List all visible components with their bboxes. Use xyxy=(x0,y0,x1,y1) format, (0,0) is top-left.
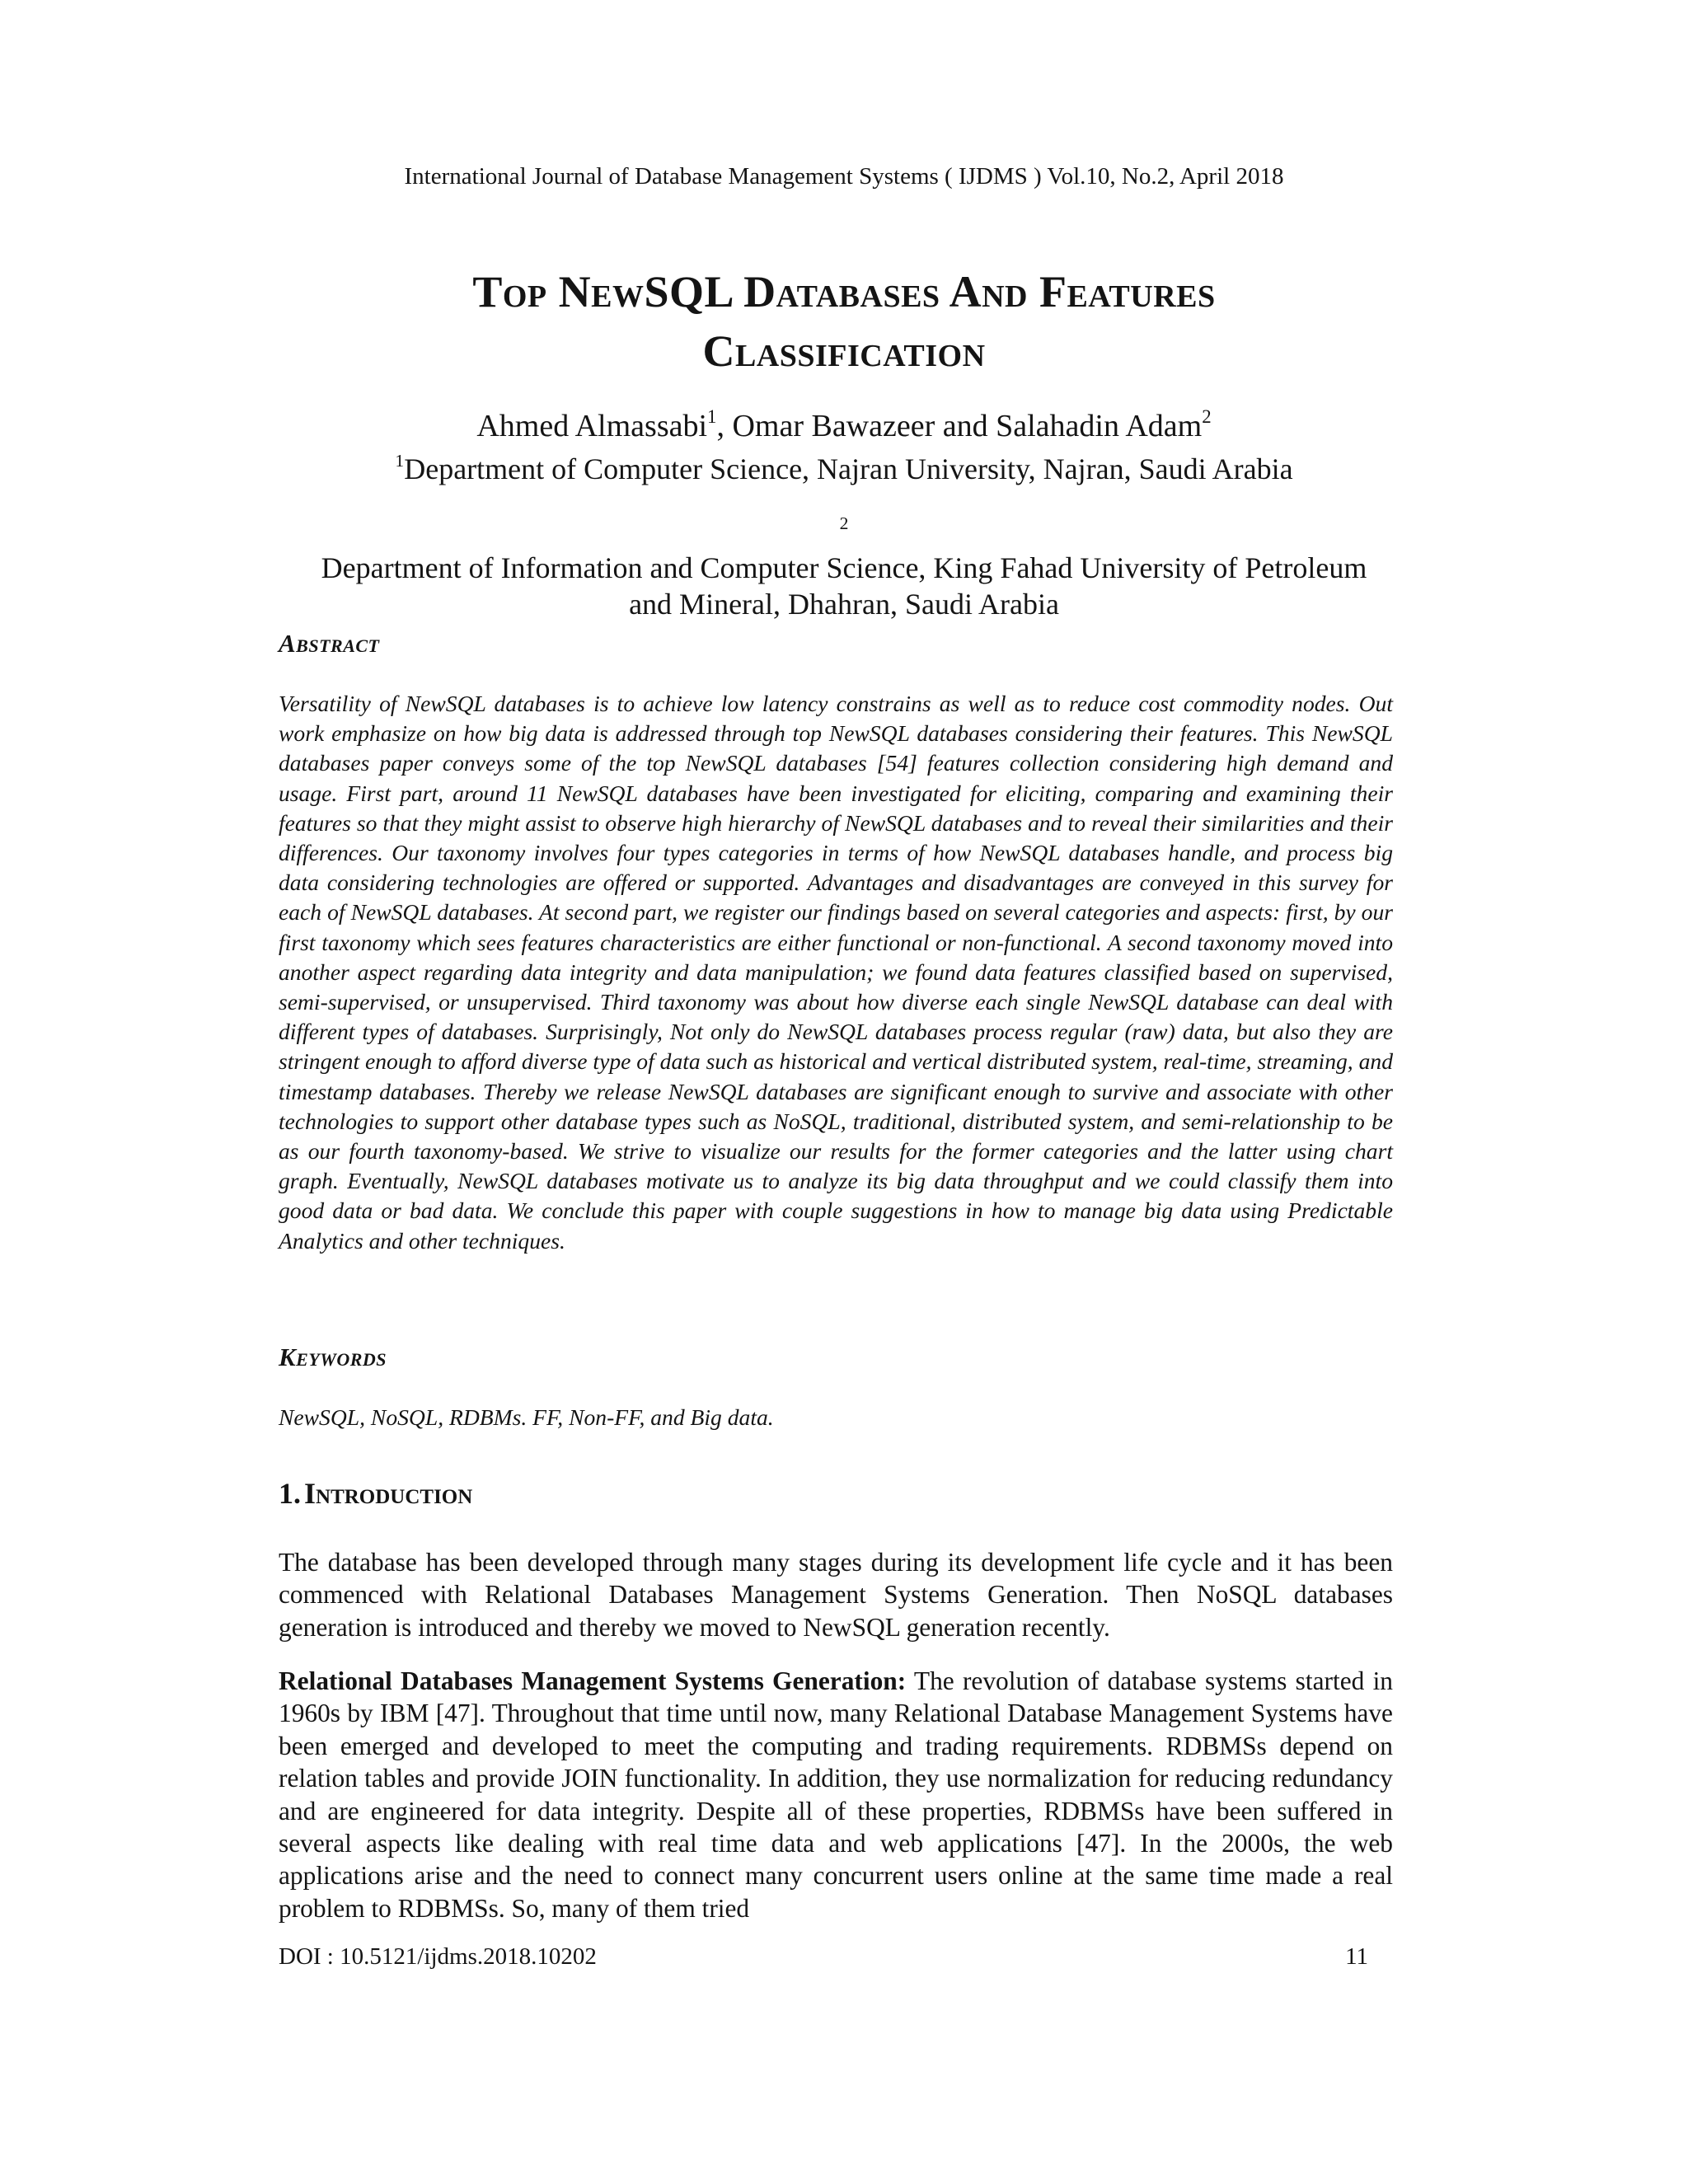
paper-title xyxy=(0,262,1688,381)
abstract-text: Versatility of NewSQL databases is to achieve low latency constrains as well as to reduce cost commodity nodes. Out work emphasize on how big data is addressed through top NewSQL databases considering their features. This NewSQL databases paper conveys some of the top NewSQL databases [54] features collection considering high demand and usage. First part, around 11 NewSQL databases have been investigated for eliciting, comparing and examining their features so that they might assist to observe high hierarchy of NewSQL databases and to reveal their similarities and their differences. Our taxonomy involves four types categories in terms of how NewSQL databases handle, and process big data considering technologies are offered or supported. Advantages and disadvantages are conveyed in this survey for each of NewSQL databases. At second part, we register our findings based on several categories and aspects: first, by our first taxonomy which sees features characteristics are either functional or non-functional. A second taxonomy moved into another aspect regarding data integrity and data manipulation; we found data features classified based on supervised, semi-supervised, or unsupervised. Third taxonomy was about how diverse each single NewSQL database can deal with different types of databases. Surprisingly, Not only do NewSQL databases process regular (raw) data, but also they are stringent enough to afford diverse type of data such as historical and vertical distributed system, real-time, streaming, and timestamp databases. Thereby we release NewSQL databases are significant enough to survive and associate with other technologies to support other database types such as NoSQL, traditional, distributed system, and semi-relationship to be as our fourth taxonomy-based. We strive to visualize our results for the former categories and the latter using chart graph. Eventually, NewSQL databases motivate us to analyze its big data throughput and we could classify them into good data or bad data. We conclude this paper with couple suggestions in how to manage big data using Predictable Analytics and other techniques. xyxy=(279,691,1393,1254)
keywords-text: NewSQL, NoSQL, RDBMs. FF, Non-FF, and Big data. xyxy=(279,1404,774,1430)
section-title: Introduction xyxy=(304,1477,473,1510)
footer-doi: DOI : 10.5121/ijdms.2018.10202 xyxy=(279,1943,597,1970)
affiliation-2-line-2: and Mineral, Dhahran, Saudi Arabia xyxy=(629,588,1059,621)
paper-title-line-1: Top NewSQL Databases And Features xyxy=(472,267,1216,316)
section-number: 1. xyxy=(279,1477,301,1510)
keywords-heading: Keywords xyxy=(279,1343,387,1371)
author-3-affiliation-mark: 2 xyxy=(1202,406,1212,428)
author-1-affiliation-mark: 1 xyxy=(707,406,717,428)
author-list xyxy=(0,407,1688,445)
other-authors: , Omar Bawazeer and Salahadin Adam xyxy=(716,409,1203,443)
rdbms-generation-text: The revolution of database systems started in 1960s by IBM [47]. Throughout that time until now, many Relational Database Management Systems have been emerged and developed to meet the computing and trading requirements. RDBMSs depend on relation tables and provide JOIN functionality. In addition, they use normalization for reducing redundancy and are engineered for data integrity. Despite all of these properties, RDBMSs have been suffered in several aspects like dealing with real time data and web applications [47]. In the 2000s, the web applications arise and the need to connect many concurrent users online at the same time made a real problem to RDBMSs. So, many of them tried xyxy=(279,1666,1393,1923)
author-1: Ahmed Almassabi xyxy=(476,409,708,443)
affiliation-2-text-1: Department of Information and Computer Science, King Fahad University of Petroleum xyxy=(321,551,1367,584)
affiliation-1-text: Department of Computer Science, Najran University, Najran, Saudi Arabia xyxy=(404,452,1293,485)
abstract-heading: Abstract xyxy=(279,629,380,658)
journal-header: International Journal of Database Management Systems ( IJDMS ) Vol.10, No.2, April 2018 xyxy=(404,163,1284,190)
paper-title-line-2: Classification xyxy=(702,326,986,376)
rdbms-generation-lead: Relational Databases Management Systems Generation: xyxy=(279,1666,907,1695)
affiliation-2 xyxy=(0,513,1688,622)
affiliation-1 xyxy=(0,450,1688,488)
affiliation-1-mark: 1 xyxy=(395,450,405,471)
introduction-paragraph-1: The database has been developed through many stages during its development life cycle and it has been commenced with Relational Databases Management Systems Generation. Then NoSQL databases generation is introduced and thereby we moved to NewSQL generation recently. xyxy=(279,1548,1393,1642)
affiliation-2-mark: 2 xyxy=(839,513,849,533)
affiliation-2-line-1 xyxy=(0,513,1688,586)
page-number: 11 xyxy=(1345,1943,1368,1970)
introduction-paragraph-2 xyxy=(279,1665,1393,1924)
introduction-heading xyxy=(279,1475,1393,1511)
